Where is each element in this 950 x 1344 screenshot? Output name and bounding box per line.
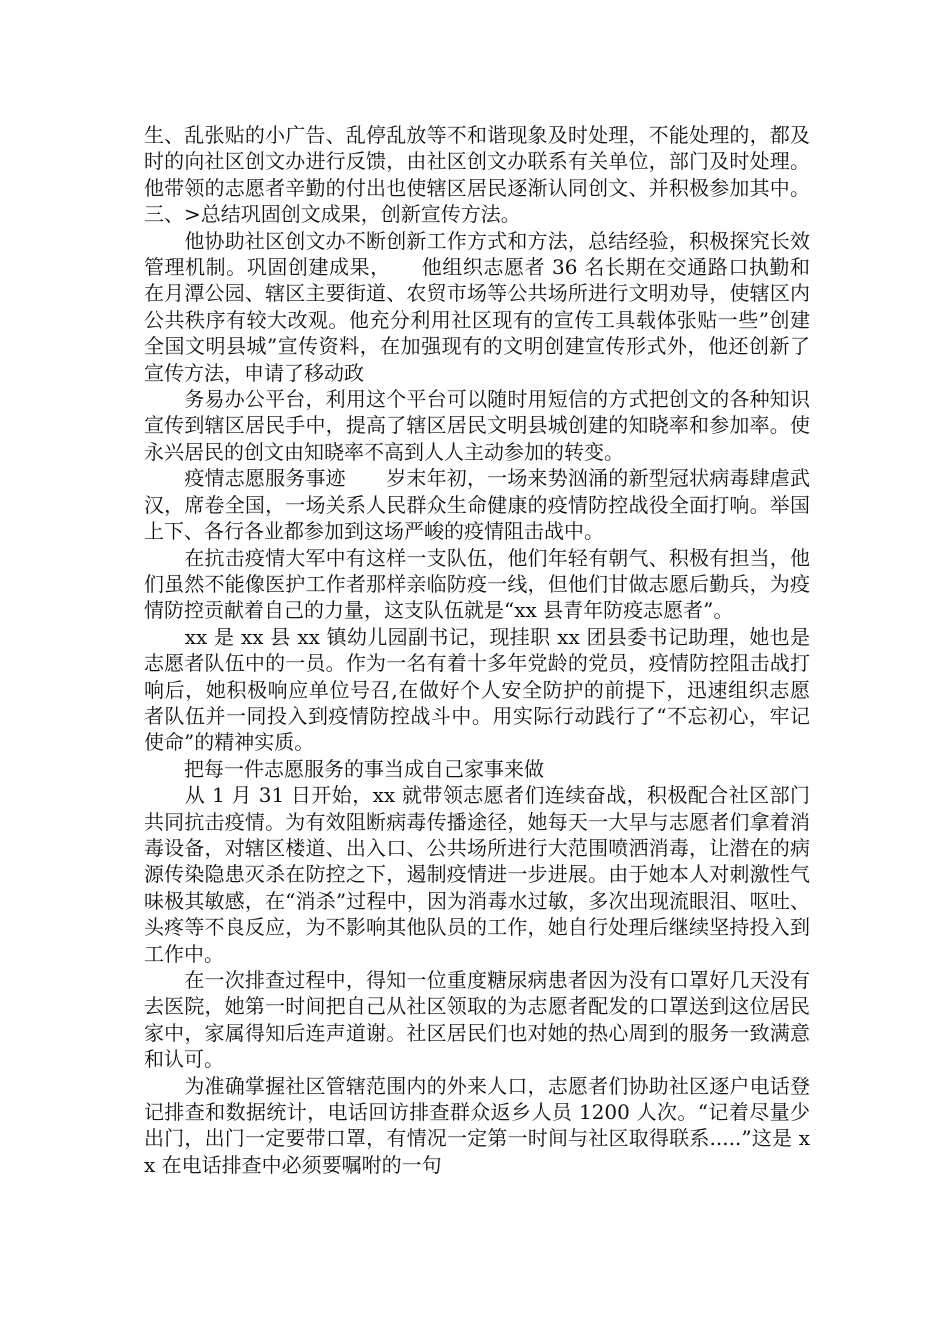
document-page xyxy=(144,122,810,1178)
paragraph-9: 为准确掌握社区管辖范围内的外来人口，志愿者们协助社区逐户电话登记排查和数据统计，电话回访排查群众返乡人员 1200 人次。“记着尽量少出门，出门一定要带口罩，有情况一定第一时间与社区取得联系.....”这是 xx 在电话排查中必须要嘱咐的一句 xyxy=(144,1073,810,1177)
paragraph-7: 从 1 月 31 日开始，xx 就带领志愿者们连续奋战，积极配合社区部门共同抗击疫情。为有效阻断病毒传播途径，她每天一大早与志愿者们拿着消毒设备，对辖区楼道、出入口、公共场所进行大范围喷洒消毒，让潜在的病源传染隐患灭杀在防控之下，遏制疫情进一步进展。由于她本人对刺激性气味极其敏感，在“消杀”过程中，因为消毒水过敏，多次出现流眼泪、呕吐、头疼等不良反应，为不影响其他队员的工作，她自行处理后继续坚持投入到工作中。 xyxy=(144,783,810,966)
paragraph-4: 疫情志愿服务事迹 岁末年初，一场来势汹涌的新型冠状病毒肆虐武汉，席卷全国，一场关系人民群众生命健康的疫情防控战役全面打响。举国上下、各行各业都参加到这场严峻的疫情阻击战中。 xyxy=(144,466,810,544)
paragraph-2: 他协助社区创文办不断创新工作方式和方法，总结经验，积极探究长效管理机制。巩固创建成果， 他组织志愿者 36 名长期在交通路口执勤和在月潭公园、辖区主要街道、农贸市场等公共场所进行文明劝导，使辖区内公共秩序有较大改观。他充分利用社区现有的宣传工具载体张贴一些”创建全国文明县城”宣传资料，在加强现有的文明创建宣传形式外，他还创新了宣传方法，申请了移动政 xyxy=(144,228,810,385)
paragraph-6: xx 是 xx 县 xx 镇幼儿园副书记，现挂职 xx 团县委书记助理，她也是志愿者队伍中的一员。作为一名有着十多年党龄的党员，疫情防控阻击战打响后，她积极响应单位号召,在做好个人安全防护的前提下，迅速组织志愿者队伍并一同投入到疫情防控战斗中。用实际行动践行了“不忘初心，牢记使命”的精神实质。 xyxy=(144,624,810,755)
paragraph-1: 生、乱张贴的小广告、乱停乱放等不和谐现象及时处理，不能处理的，都及时的向社区创文办进行反馈，由社区创文办联系有关单位，部门及时处理。他带领的志愿者辛勤的付出也使辖区居民逐渐认同创文、并积极参加其中。三、>总结巩固创文成果，创新宣传方法。 xyxy=(144,123,810,227)
paragraph-3: 务易办公平台，利用这个平台可以随时用短信的方式把创文的各种知识宣传到辖区居民手中，提高了辖区居民文明县城创建的知晓率和参加率。使永兴居民的创文由知晓率不高到人人主动参加的转变。 xyxy=(144,387,810,464)
paragraph-8: 在一次排查过程中，得知一位重度糖尿病患者因为没有口罩好几天没有去医院，她第一时间把自己从社区领取的为志愿者配发的口罩送到这位居民家中，家属得知后连声道谢。社区居民们也对她的热心周到的服务一致满意和认可。 xyxy=(144,968,810,1072)
section-heading: 把每一件志愿服务的事当成自己家事来做 xyxy=(144,756,544,781)
paragraph-5: 在抗击疫情大军中有这样一支队伍，他们年轻有朝气、积极有担当，他们虽然不能像医护工作者那样亲临防疫一线，但他们甘做志愿后勤兵，为疫情防控贡献着自己的力量，这支队伍就是“xx 县青年防疫志愿者”。 xyxy=(144,545,810,623)
